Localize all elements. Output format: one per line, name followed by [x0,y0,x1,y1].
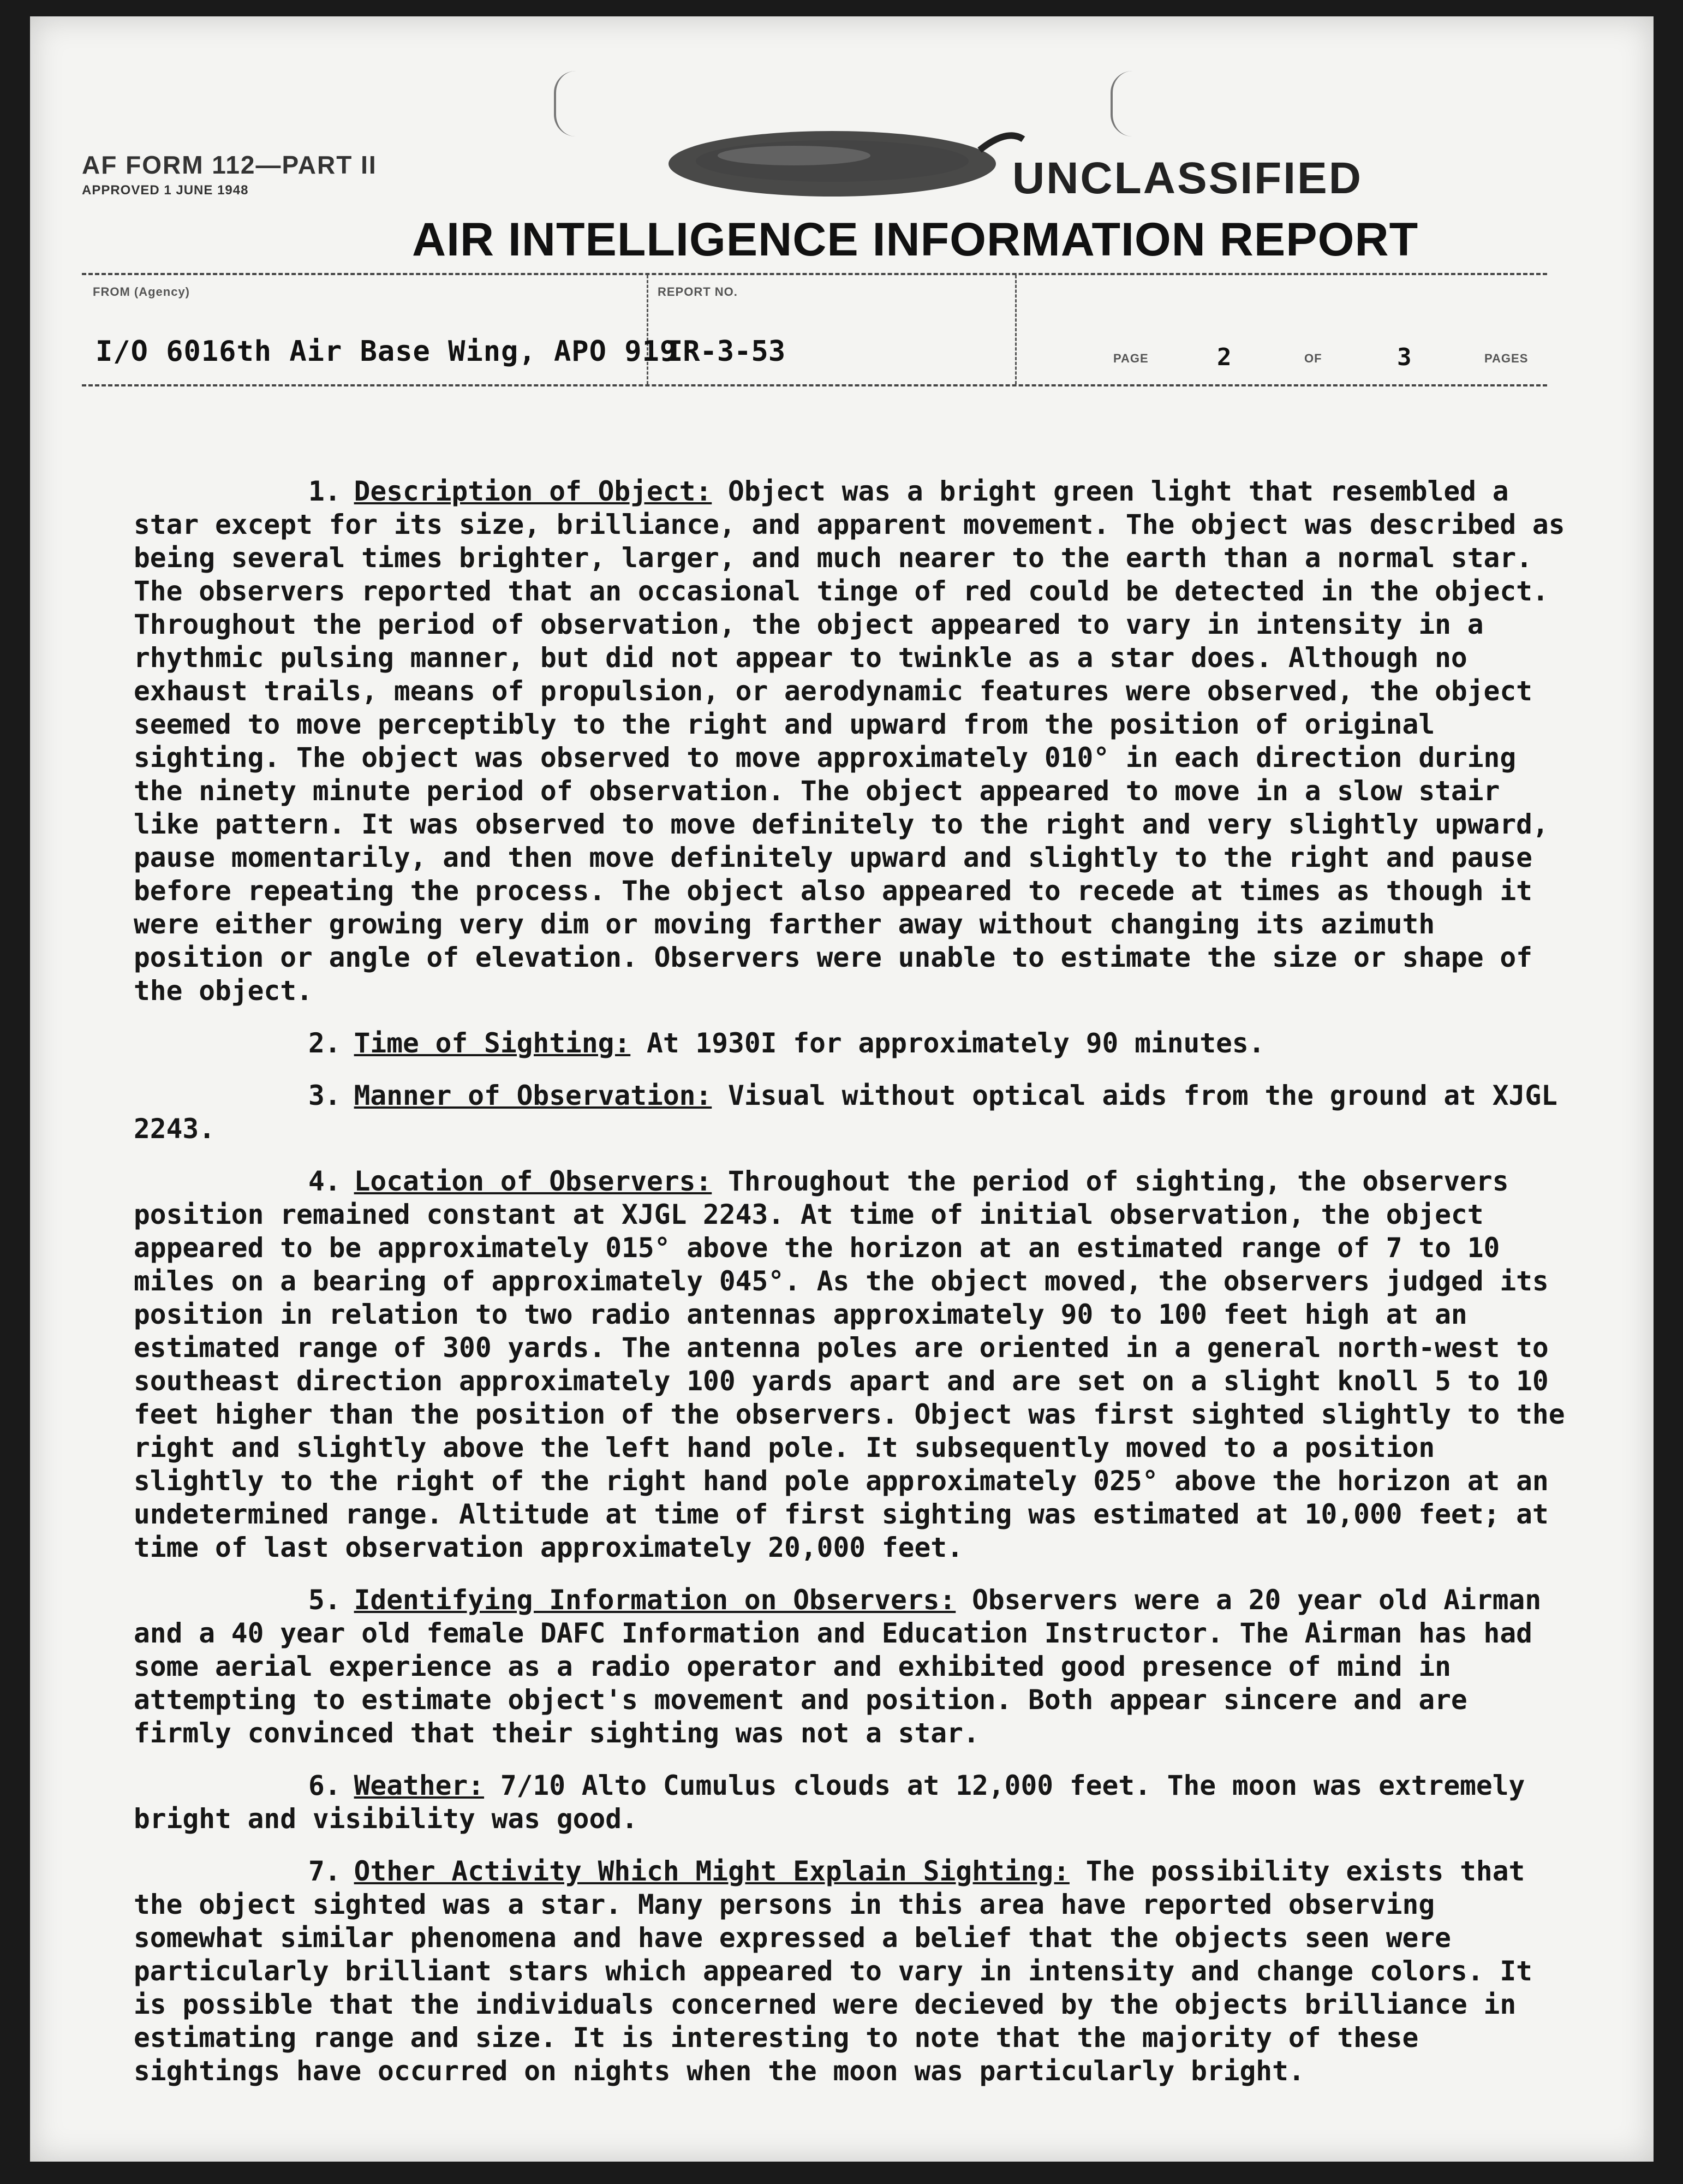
paragraph-heading: Location of Observers: [354,1165,712,1197]
report-no-label: REPORT NO. [658,285,738,299]
paragraph-number: 3. [308,1080,341,1111]
paragraph-heading: Description of Object: [354,475,712,507]
page-label: PAGE [1113,352,1149,365]
from-agency-value: I/O 6016th Air Base Wing, APO 919 [96,335,678,368]
paragraph-other-activity [134,1855,1574,2088]
punch-hole-right [1111,71,1135,136]
paragraph-heading: Manner of Observation: [354,1080,712,1111]
of-label: OF [1304,352,1322,365]
paragraph-number: 2. [308,1027,341,1059]
report-header-box [82,273,1547,386]
paragraph-number: 6. [308,1770,341,1801]
paragraph-text: Observers were a 20 year old Airman and a 40 year old female DAFC Information and Education Instructor. The Airman has had some aerial experience as a radio operator and exhibited good presence of mind in attempting to estimate object's movement and position. Both appear sincere and are firmly convinced that their sighting was not a star. [134,1584,1557,1749]
pages-label: PAGES [1484,352,1529,365]
header-divider-1 [647,275,648,384]
page-number-value: 2 [1217,343,1232,371]
paragraph-number: 1. [308,475,341,507]
from-label: FROM (Agency) [93,285,190,299]
paragraph-heading: Identifying Information on Observers: [354,1584,956,1616]
paragraph-text: Object was a bright green light that resembled a star except for its size, brilliance, and apparent movement. The object was described as being several times brighter, larger, and much nearer to the earth than a normal star. The observers reported that an occasional tinge of red could be detected in the object. Throughout the period of observation, the object appeared to vary in intensity in a rhythmic pulsing manner, but did not appear to twinkle as a star does. Although no exhaust trails, means of propulsion, or aerodynamic features were observed, the object seemed to move perceptibly to the right and upward from the position of original sighting. The object was observed to move approximately 010° in each direction during the ninety minute period of observation. The object appeared to move in a slow stair like pattern. It was observed to move definitely to the right and very slightly upward, pause momentarily, and then move definitely upward and slightly to the right and pause before repeating the process. The object also appeared to recede at times as though it were either growing very dim or moving farther away without changing its azimuth position or angle of elevation. Observers were unable to estimate the size or shape of the object. [134,475,1581,1007]
form-approved-date: APPROVED 1 JUNE 1948 [82,183,249,198]
document-page [30,16,1654,2162]
header-divider-2 [1015,275,1017,384]
classification-stamp: UNCLASSIFIED [1012,153,1363,203]
paragraph-location [134,1165,1581,1564]
paragraph-number: 5. [308,1584,341,1616]
paragraph-heading: Weather: [354,1770,485,1801]
paragraph-number: 4. [308,1165,341,1197]
report-title: AIR INTELLIGENCE INFORMATION REPORT [412,213,1419,266]
paragraph-time [134,1027,1574,1060]
paragraph-text: Throughout the period of sighting, the observers position remained constant at XJGL 2243. At time of initial observation, the object appeared to be approximately 015° above the horizon at an estimated range of 7 to 10 miles on a bearing of approximately 045°. As the object moved, the observers judged its position in relation to two radio antennas approximately 90 to 100 feet high at an estimated range of 300 yards. The antenna poles are oriented in a general north-west to southeast direction approximately 100 yards apart and are set on a slight knoll 5 to 10 feet higher than the position of the observers. Object was first sighted slightly to the right and slightly above the left hand pole. It subsequently moved to a position slightly to the right of the right hand pole approximately 025° above the horizon at an undetermined range. Altitude at time of first sighting was estimated at 10,000 feet; at time of last observation approximately 20,000 feet. [134,1165,1581,1563]
paragraph-number: 7. [308,1855,341,1887]
form-identifier [82,150,377,198]
paragraph-manner [134,1079,1574,1146]
report-number-value: IR-3-53 [666,335,786,368]
total-pages-value: 3 [1397,343,1412,371]
paragraph-heading: Other Activity Which Might Explain Sighting: [354,1855,1070,1887]
paragraph-text: Visual without optical aids from the ground at XJGL 2243. [134,1080,1574,1145]
paragraph-text: At 1930I for approximately 90 minutes. [630,1027,1265,1059]
paragraph-text: 7/10 Alto Cumulus clouds at 12,000 feet. The moon was extremely bright and visibility was good. [134,1770,1542,1835]
paragraph-observers [134,1584,1574,1750]
report-body [134,475,1581,2107]
paragraph-description [134,475,1581,1008]
form-name: AF FORM 112—PART II [82,151,377,179]
smudged-seal-stamp [652,117,1029,210]
paragraph-heading: Time of Sighting: [354,1027,631,1059]
paragraph-text: The possibility exists that the object sighted was a star. Many persons in this area have reported observing somewhat similar phenomena and have expressed a belief that the objects seen were particularly brilliant stars which appeared to vary in intensity and change colors. It is possible that the individuals concerned were decieved by the objects brilliance in estimating range and size. It is interesting to note that the majority of these sightings have occurred on nights when the moon was particularly bright. [134,1855,1549,2087]
paragraph-weather [134,1769,1574,1836]
punch-hole-left [554,71,578,136]
